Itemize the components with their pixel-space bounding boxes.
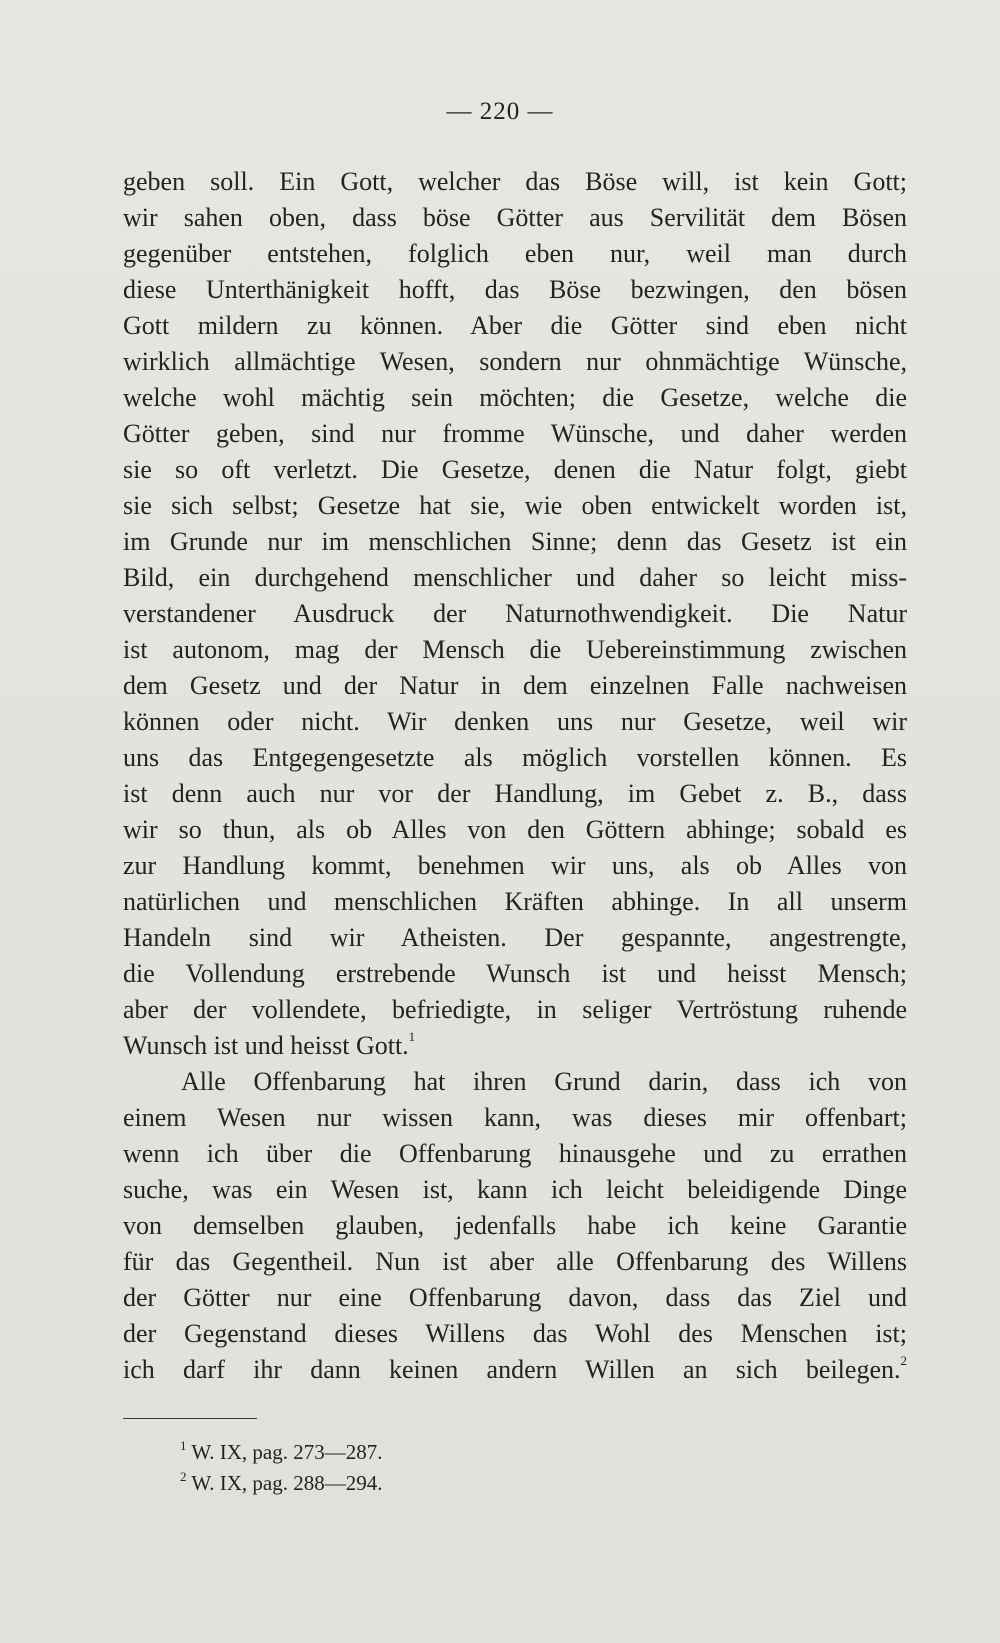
footnote-marker: 2 xyxy=(180,1469,187,1484)
footnote xyxy=(180,1468,383,1499)
text-line: im Grunde nur im menschlichen Sinne; denn das Gesetz ist ein xyxy=(123,527,907,556)
text-line: können oder nicht. Wir denken uns nur Gesetze, weil wir xyxy=(123,707,907,736)
text-line: Gott mildern zu können. Aber die Götter sind eben nicht xyxy=(123,311,907,340)
footnote xyxy=(180,1437,383,1468)
text-line: ist denn auch nur vor der Handlung, im Gebet z. B., dass xyxy=(123,779,907,808)
text-line: von demselben glauben, jedenfalls habe ich keine Garantie xyxy=(123,1211,907,1240)
text-line: der Götter nur eine Offenbarung davon, dass das Ziel und xyxy=(123,1283,907,1312)
footnotes xyxy=(180,1437,383,1499)
text-line: natürlichen und menschlichen Kräften abhinge. In all unserm xyxy=(123,887,907,916)
text-line: ich darf ihr dann keinen andern Willen an sich beilegen.$^2$ xyxy=(123,1353,907,1384)
text-line: Wunsch ist und heisst Gott.$^1$ xyxy=(123,1029,416,1060)
text-line: Götter geben, sind nur fromme Wünsche, und daher werden xyxy=(123,419,907,448)
text-line: für das Gegentheil. Nun ist aber alle Offenbarung des Willens xyxy=(123,1247,907,1276)
text-line: dem Gesetz und der Natur in dem einzelnen Falle nachweisen xyxy=(123,671,907,700)
text-line: die Vollendung erstrebende Wunsch ist und heisst Mensch; xyxy=(123,959,907,988)
text-line: wir so thun, als ob Alles von den Göttern abhinge; sobald es xyxy=(123,815,907,844)
text-line: verstandener Ausdruck der Naturnothwendigkeit. Die Natur xyxy=(123,599,907,628)
text-line: Bild, ein durchgehend menschlicher und daher so leicht miss- xyxy=(123,563,907,592)
text-line: Alle Offenbarung hat ihren Grund darin, dass ich von xyxy=(181,1067,907,1096)
page-number: — 220 — xyxy=(446,98,554,125)
text-line: der Gegenstand dieses Willens das Wohl des Menschen ist; xyxy=(123,1319,907,1348)
footnote-ref[interactable]: 1 xyxy=(408,1029,416,1044)
text-line: sie sich selbst; Gesetze hat sie, wie oben entwickelt worden ist, xyxy=(123,491,907,520)
body-text xyxy=(123,164,907,1388)
text-line: wenn ich über die Offenbarung hinausgehe und zu errathen xyxy=(123,1139,907,1168)
text-line: aber der vollendete, befriedigte, in seliger Vertröstung ruhende xyxy=(123,995,907,1024)
footnote-text: W. IX, pag. 273—287. xyxy=(191,1440,383,1464)
footnote-marker: 1 xyxy=(180,1438,187,1453)
text-line: ist autonom, mag der Mensch die Uebereinstimmung zwischen xyxy=(123,635,907,664)
text-line: wirklich allmächtige Wesen, sondern nur ohnmächtige Wünsche, xyxy=(123,347,907,376)
text-line: welche wohl mächtig sein möchten; die Gesetze, welche die xyxy=(123,383,907,412)
text-line: uns das Entgegengesetzte als möglich vorstellen können. Es xyxy=(123,743,907,772)
text-line: diese Unterthänigkeit hofft, das Böse bezwingen, den bösen xyxy=(123,275,907,304)
text-line: geben soll. Ein Gott, welcher das Böse will, ist kein Gott; xyxy=(123,167,907,196)
text-line: gegenüber entstehen, folglich eben nur, weil man durch xyxy=(123,239,907,268)
text-line: zur Handlung kommt, benehmen wir uns, als ob Alles von xyxy=(123,851,907,880)
text-line: suche, was ein Wesen ist, kann ich leicht beleidigende Dinge xyxy=(123,1175,907,1204)
text-line: Handeln sind wir Atheisten. Der gespannte, angestrengte, xyxy=(123,923,907,952)
text-line: einem Wesen nur wissen kann, was dieses mir offenbart; xyxy=(123,1103,907,1132)
text-line: wir sahen oben, dass böse Götter aus Servilität dem Bösen xyxy=(123,203,907,232)
footnote-ref[interactable]: 2 xyxy=(900,1353,907,1368)
footnote-text: W. IX, pag. 288—294. xyxy=(191,1471,383,1495)
text-line: sie so oft verletzt. Die Gesetze, denen die Natur folgt, giebt xyxy=(123,455,907,484)
footnote-divider xyxy=(123,1418,257,1419)
